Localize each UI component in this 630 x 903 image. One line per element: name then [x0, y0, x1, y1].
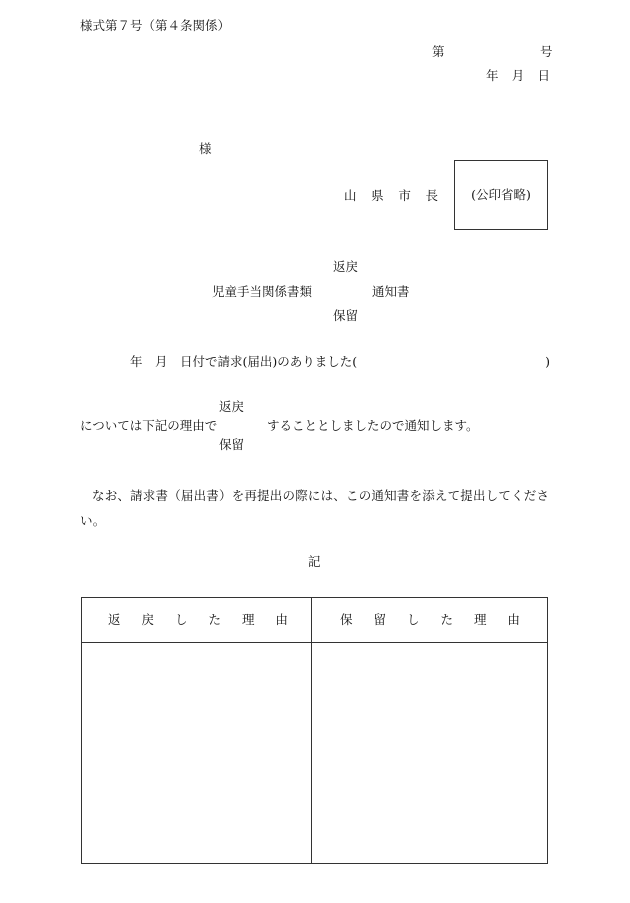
header-char: 留: [373, 612, 386, 627]
resubmission-note: なお、請求書（届出書）を再提出の際には、この通知書を添えて提出してください。: [80, 488, 550, 528]
ki-heading: 記: [308, 554, 321, 569]
header-char: た: [208, 612, 221, 627]
subject-option-return: 返戻: [333, 259, 359, 274]
reason-option-return: 返戻: [219, 399, 245, 414]
reason-table: [81, 597, 548, 864]
seal-omitted-text: (公印省略): [471, 186, 531, 202]
date-day-label: 日: [537, 68, 550, 83]
subject-notice: 通知書: [372, 284, 410, 299]
request-close-paren: ): [545, 354, 550, 369]
issue-date: [486, 70, 550, 83]
header-char: 理: [241, 612, 255, 627]
header-hold-reason: [340, 614, 520, 627]
form-number: 様式第７号（第４条関係）: [80, 18, 231, 33]
header-char: 返: [108, 612, 121, 627]
subject-main: 児童手当関係書類: [212, 284, 313, 299]
reason-line-end: することとしましたので通知します。: [267, 418, 479, 433]
document-number-label: 第: [432, 44, 445, 59]
official-seal-box: [454, 160, 548, 230]
header-char: 保: [340, 612, 353, 627]
header-char: 由: [275, 612, 288, 627]
sender-char: 市: [398, 188, 411, 203]
date-month-label: 月: [511, 68, 525, 83]
header-char: し: [174, 612, 188, 627]
header-char: 由: [507, 612, 520, 627]
addressee-honorific: 様: [199, 141, 212, 156]
hold-reason-cell: [312, 643, 547, 863]
header-char: た: [440, 612, 453, 627]
sender-char: 山: [344, 188, 357, 203]
header-char: 理: [473, 612, 487, 627]
header-char: 戻: [141, 612, 154, 627]
header-char: し: [406, 612, 420, 627]
date-year-label: 年: [486, 68, 499, 83]
sender-char: 県: [371, 188, 384, 203]
return-reason-cell: [82, 643, 311, 863]
reason-line-start: については下記の理由で: [80, 418, 218, 433]
reason-option-hold: 保留: [219, 437, 245, 452]
sender-char: 長: [425, 188, 438, 203]
header-return-reason: [108, 614, 288, 627]
sender-title: [344, 190, 438, 203]
subject-option-hold: 保留: [333, 308, 359, 323]
request-date-text: 年 月 日付で請求(届出)のありました(: [130, 354, 358, 369]
document-number-suffix: 号: [540, 44, 553, 59]
